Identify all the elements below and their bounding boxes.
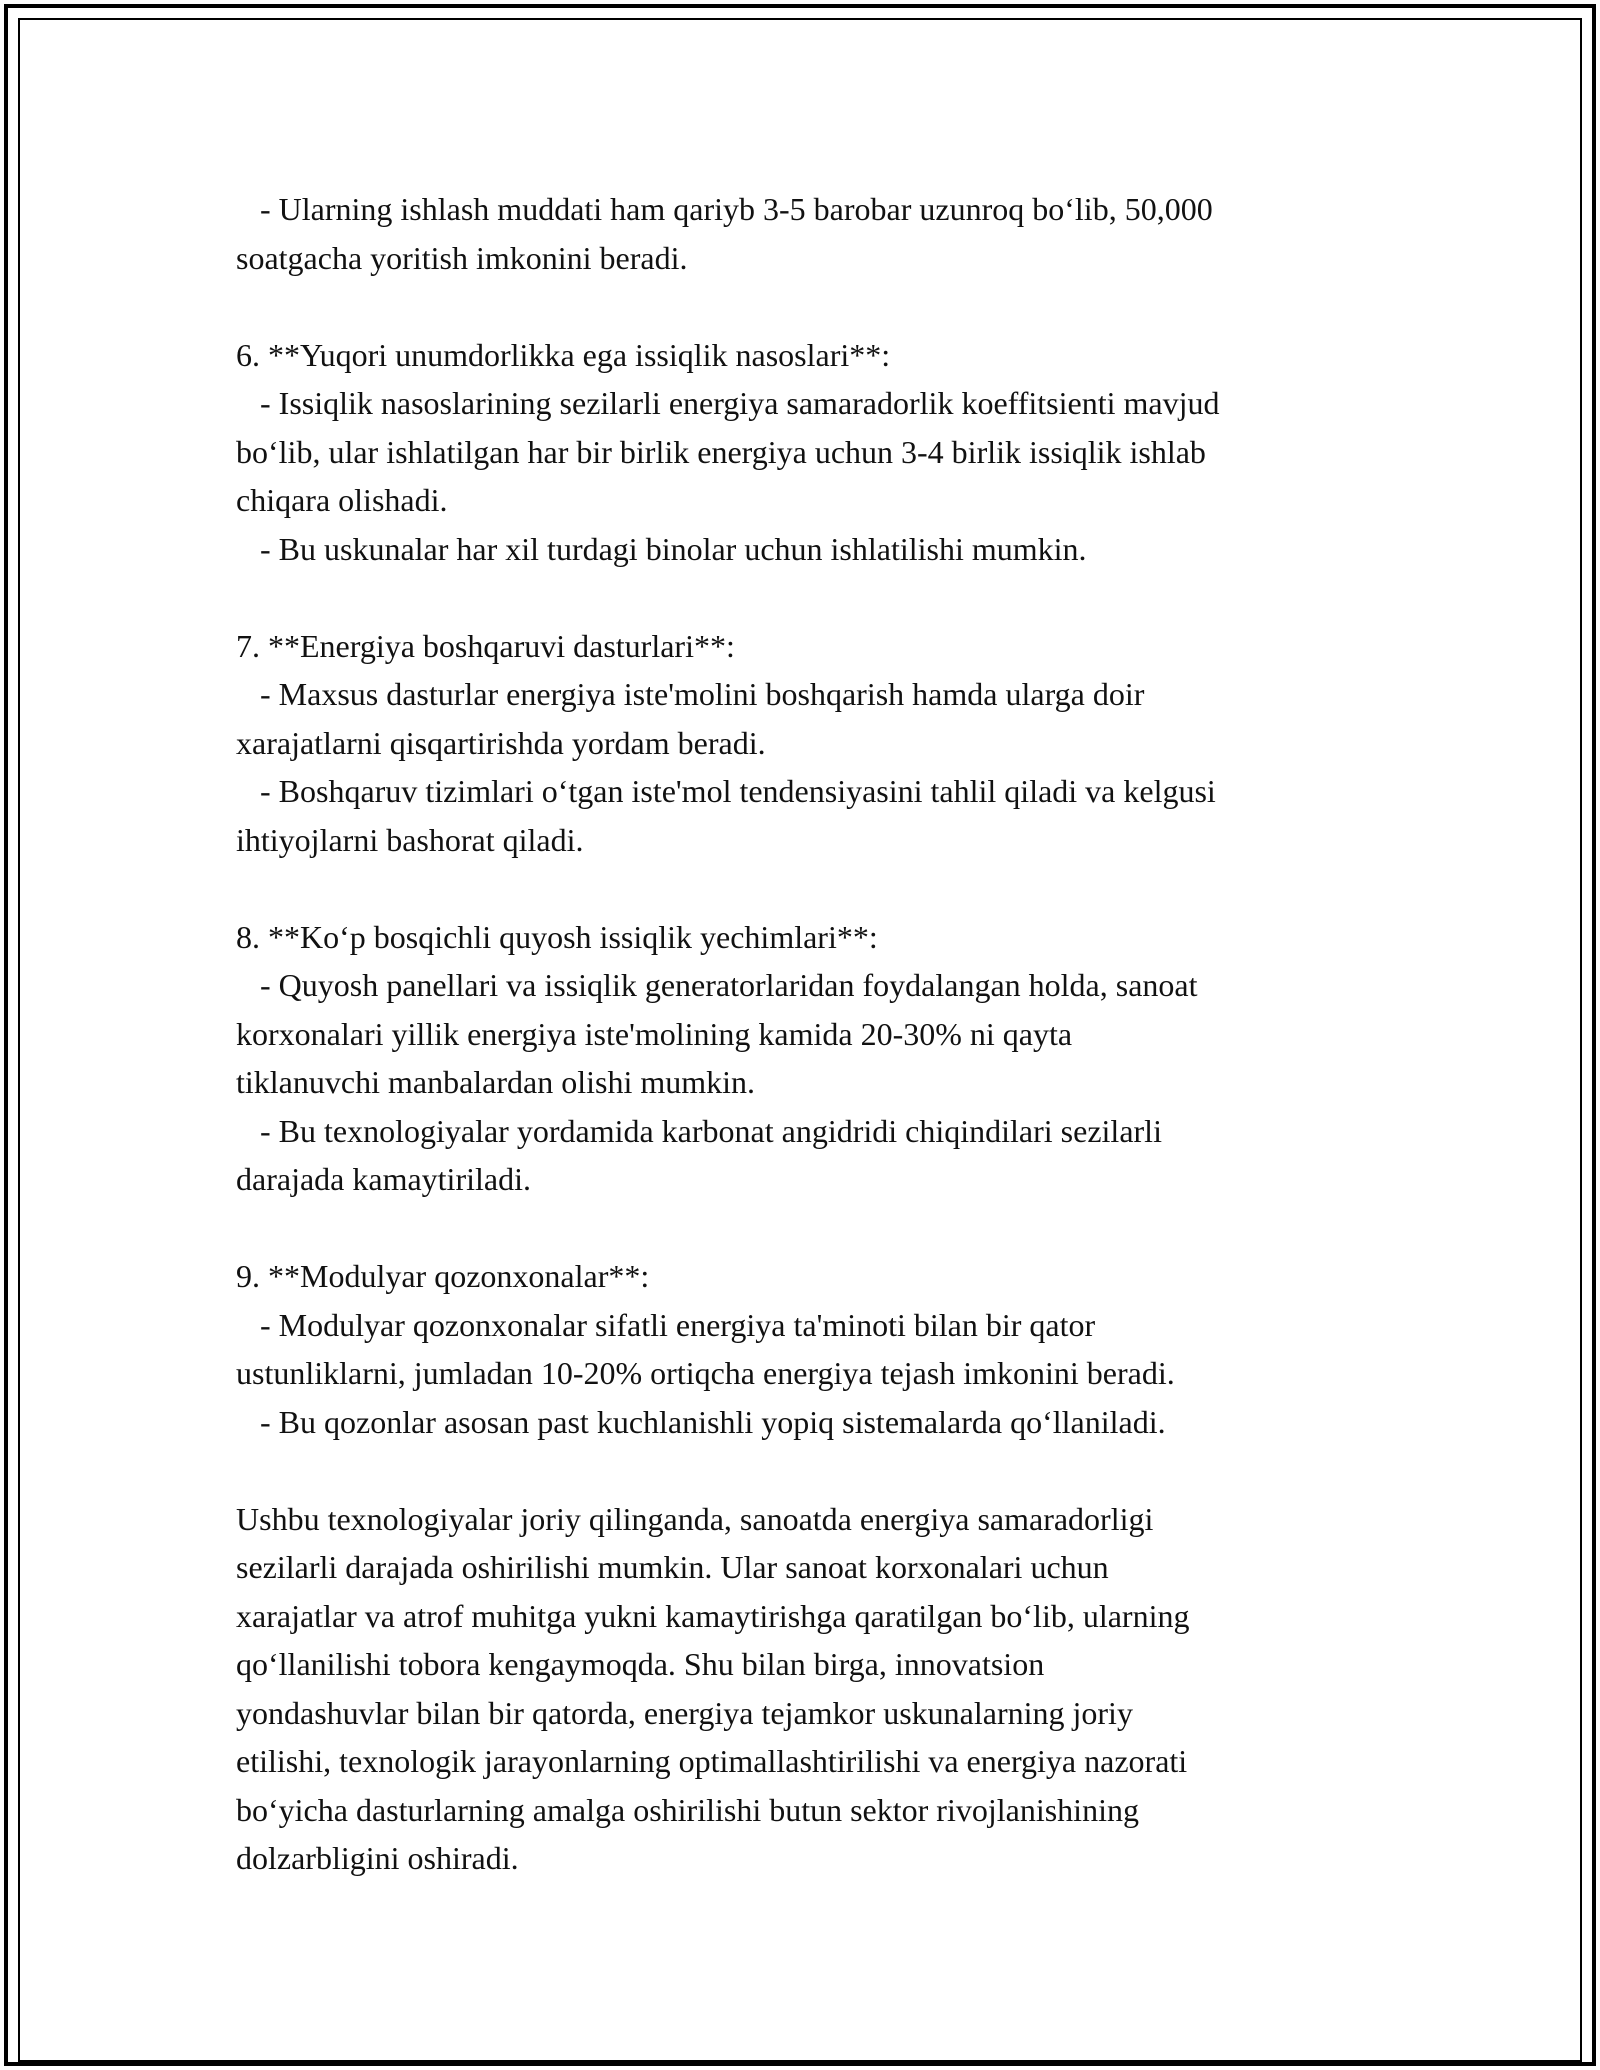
text-line: 7. **Energiya boshqaruvi dasturlari**: (236, 627, 735, 664)
blank-line (236, 282, 1396, 331)
text-line: chiqara olishadi. (236, 482, 448, 518)
text-line: sezilarli darajada oshirilishi mumkin. Ular sanoat korxonalari uchun (236, 1549, 1109, 1585)
text-line: 8. **Ko‘p bosqichli quyosh issiqlik yechimlari**: (236, 918, 878, 955)
text-line: darajada kamaytiriladi. (236, 1161, 531, 1197)
blank-line (236, 1204, 1396, 1253)
text-line: - Maxsus dasturlar energiya iste'molini boshqarish hamda ularga doir (236, 676, 1145, 712)
text-line: ustunliklarni, jumladan 10-20% ortiqcha energiya tejash imkonini beradi. (236, 1355, 1175, 1391)
text-line: bo‘yicha dasturlarning amalga oshirilishi butun sektor rivojlanishining (236, 1791, 1139, 1828)
text-line: - Bu texnologiyalar yordamida karbonat angidridi chiqindilari sezilarli (236, 1112, 1162, 1149)
text-line: yondashuvlar bilan bir qatorda, energiya tejamkor uskunalarning joriy (236, 1694, 1133, 1731)
text-line: - Bu uskunalar har xil turdagi binolar uchun ishlatilishi mumkin. (236, 530, 1087, 567)
text-line: qo‘llanilishi tobora kengaymoqda. Shu bilan birga, innovatsion (236, 1646, 1045, 1682)
text-line: - Boshqaruv tizimlari o‘tgan iste'mol tendensiyasini tahlil qiladi va kelgusi (236, 773, 1216, 809)
blank-line (236, 864, 1396, 913)
text-line: - Bu qozonlar asosan past kuchlanishli yopiq sistemalarda qo‘llaniladi. (236, 1403, 1166, 1440)
text-line: - Issiqlik nasoslarining sezilarli energiya samaradorlik koeffitsienti mavjud (236, 385, 1220, 421)
text-line: tiklanuvchi manbalardan olishi mumkin. (236, 1064, 756, 1100)
blank-line (236, 573, 1396, 622)
document-body (236, 185, 1396, 1883)
text-line: etilishi, texnologik jarayonlarning optimallashtirilishi va energiya nazorati (236, 1743, 1188, 1779)
text-line: 6. **Yuqori unumdorlikka ega issiqlik nasoslari**: (236, 336, 891, 373)
text-line: xarajatlarni qisqartirishda yordam beradi. (236, 724, 766, 761)
text-line: Ushbu texnologiyalar joriy qilinganda, sanoatda energiya samaradorligi (236, 1500, 1154, 1537)
text-line: korxonalari yillik energiya iste'molining kamida 20-30% ni qayta (236, 1015, 1073, 1052)
text-line: - Quyosh panellari va issiqlik generatorlaridan foydalangan holda, sanoat (236, 967, 1198, 1003)
blank-line (236, 1446, 1396, 1495)
text-line: - Modulyar qozonxonalar sifatli energiya ta'minoti bilan bir qator (236, 1306, 1096, 1343)
text-line: xarajatlar va atrof muhitga yukni kamaytirishga qaratilgan bo‘lib, ularning (236, 1597, 1190, 1634)
text-line: - Ularning ishlash muddati ham qariyb 3-5 barobar uzunroq bo‘lib, 50,000 (236, 191, 1213, 227)
text-line: 9. **Modulyar qozonxonalar**: (236, 1258, 650, 1294)
text-line: dolzarbligini oshiradi. (236, 1840, 519, 1876)
text-line: bo‘lib, ular ishlatilgan har bir birlik energiya uchun 3-4 birlik issiqlik ishlab (236, 433, 1206, 470)
text-line: soatgacha yoritish imkonini beradi. (236, 239, 688, 276)
text-line: ihtiyojlarni bashorat qiladi. (236, 821, 584, 858)
